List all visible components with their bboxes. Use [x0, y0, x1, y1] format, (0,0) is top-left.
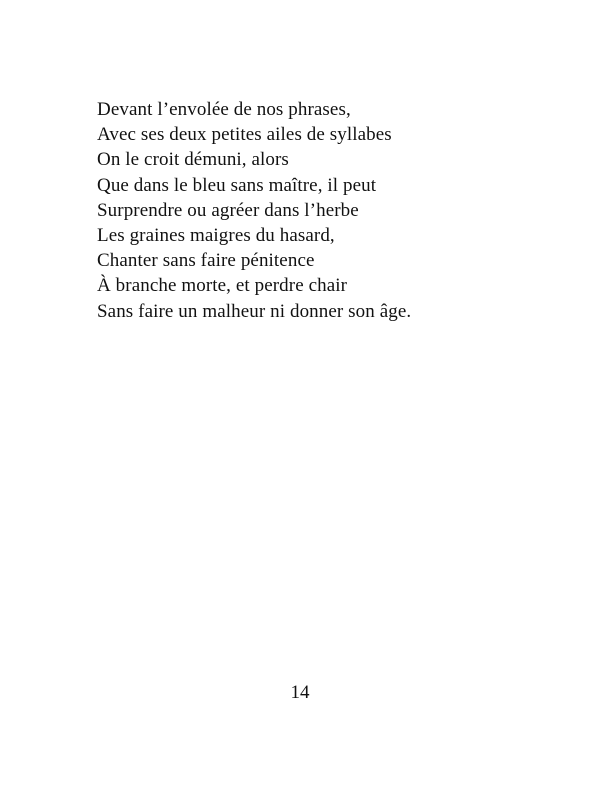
poem-stanza [97, 97, 411, 324]
poem-line: Les graines maigres du hasard, [97, 224, 335, 246]
poem-line: Chanter sans faire pénitence [97, 250, 315, 272]
poem-line: Surprendre ou agréer dans l’herbe [97, 199, 359, 221]
poem-line: À branche morte, et perdre chair [97, 275, 348, 297]
poem-line: Que dans le bleu sans maître, il peut [97, 174, 377, 196]
page-number: 14 [290, 682, 310, 703]
poem-line: Sans faire un malheur ni donner son âge. [97, 300, 412, 322]
poem-line: Avec ses deux petites ailes de syllabes [97, 124, 392, 146]
poem-line: Devant l’envolée de nos phrases, [97, 99, 351, 120]
poem-line: On le croit démuni, alors [97, 149, 289, 171]
